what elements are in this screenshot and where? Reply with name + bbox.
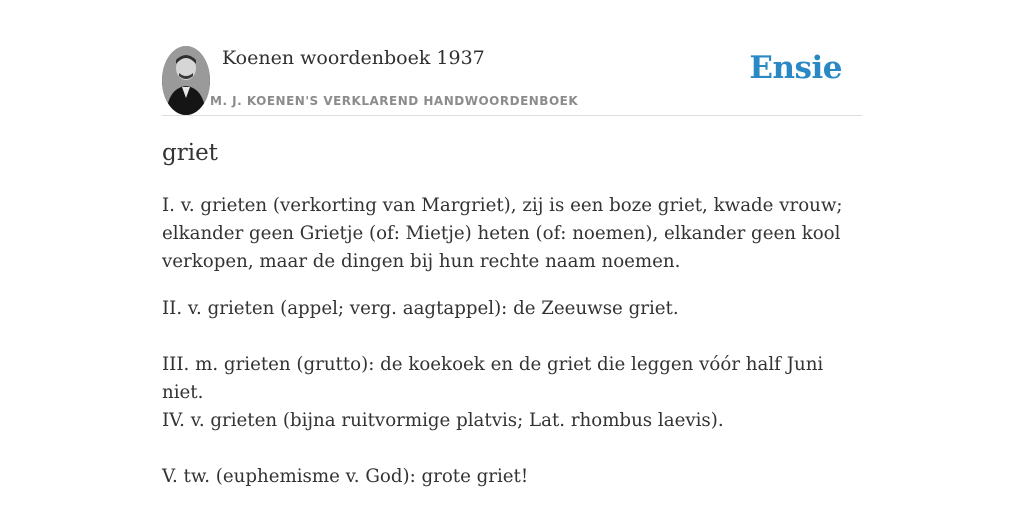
definition-2: II. v. grieten (appel; verg. aagtappel): de Zeeuwse griet. bbox=[162, 298, 679, 319]
ensie-logo-link[interactable]: Ensie bbox=[749, 50, 842, 86]
dictionary-header bbox=[162, 46, 862, 116]
definition-1: I. v. grieten (verkorting van Margriet), zij is een boze griet, kwade vrouw; elkander geen Grietje (of: Mietje) heten (of: noemen), elkander geen kool verkopen, maar de dingen bij hun rechte naam noemen. bbox=[162, 195, 843, 272]
definition-5: V. tw. (euphemisme v. God): grote griet! bbox=[162, 466, 529, 487]
definition-4: IV. v. grieten (bijna ruitvormige platvis; Lat. rhombus laevis). bbox=[162, 410, 724, 431]
definition-3: III. m. grieten (grutto): de koekoek en de griet die leggen vóór half Juni niet. bbox=[162, 354, 824, 403]
dictionary-subtitle: M. J. KOENEN'S VERKLAREND HANDWOORDENBOEK bbox=[210, 94, 579, 108]
dictionary-title[interactable]: Koenen woordenboek 1937 bbox=[222, 47, 485, 69]
headword: griet bbox=[162, 140, 218, 166]
author-portrait-icon bbox=[162, 46, 210, 115]
